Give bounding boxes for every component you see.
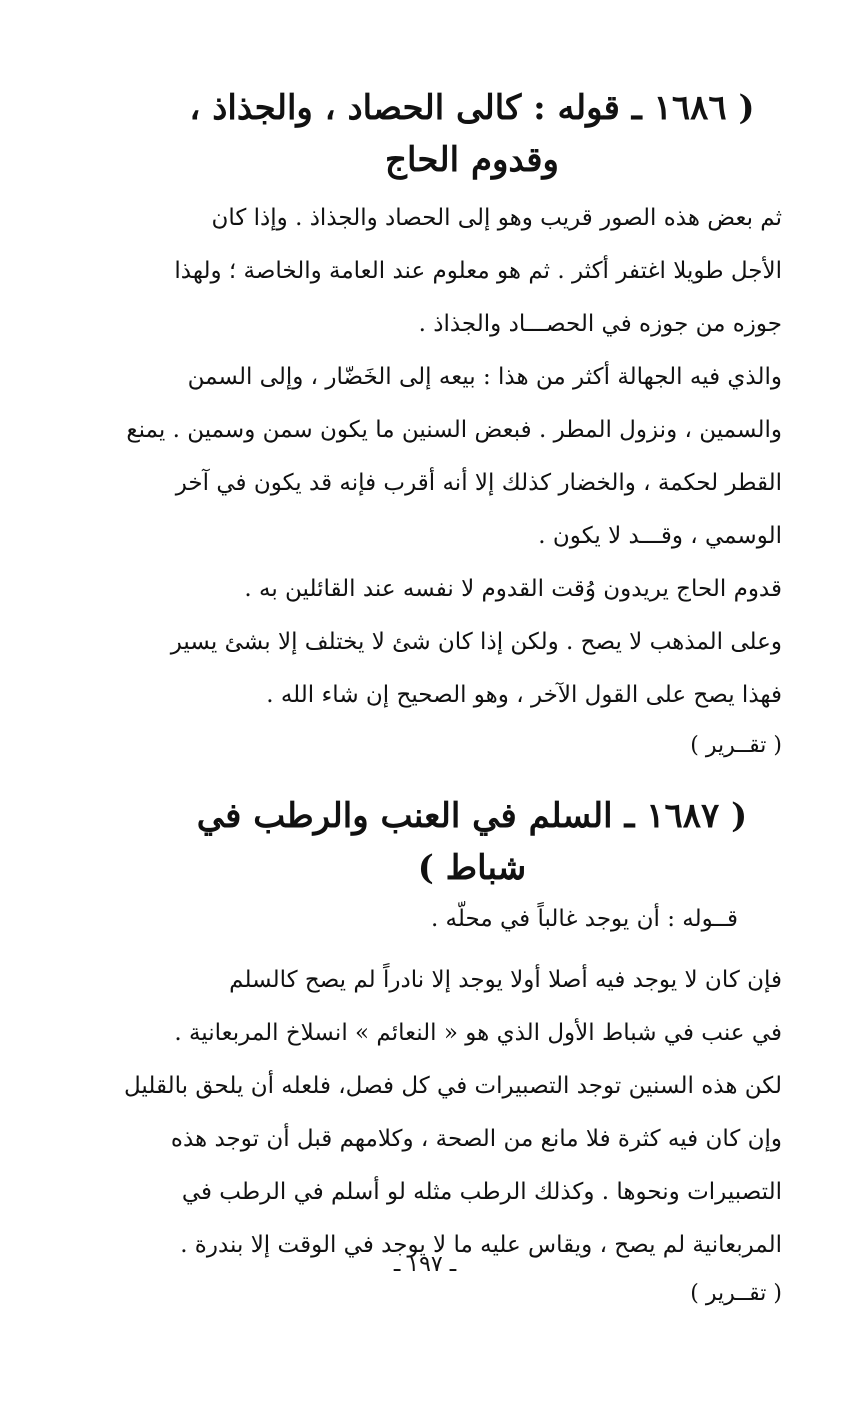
- paragraph: [162, 563, 782, 722]
- source-tag: ( تقــرير ): [690, 733, 782, 758]
- heading-line: ( ١٦٨٦ ـ قوله : كالى الحصاد ، والجذاذ ،: [189, 88, 755, 128]
- text-line: فإن كان لا يوجد فيه أصلا أولا يوجد إلا نادراً لم يصح كالسلم: [229, 967, 782, 993]
- paragraph: [162, 192, 782, 351]
- text-line: فهذا يصح على القول الآخر ، وهو الصحيح إن شاء الله .: [266, 682, 782, 708]
- page-number: ـ ١٩٧ ـ: [393, 1252, 457, 1277]
- text-line: القطر لحكمة ، والخضار كذلك إلا أنه أقرب فإنه قد يكون في آخر: [175, 470, 782, 496]
- heading-line: وقدوم الحاج: [385, 140, 559, 180]
- text-line: وعلى المذهب لا يصح . ولكن إذا كان شئ لا يختلف إلا بشئ يسير: [170, 629, 782, 655]
- paragraph: [126, 351, 782, 563]
- text-line: المربعانية لم يصح ، ويقاس عليه ما لا يوجد في الوقت إلا بندرة .: [180, 1232, 782, 1258]
- text-line: جوزه من جوزه في الحصـــاد والجذاذ .: [418, 311, 782, 337]
- text-line: في عنب في شباط الأول الذي هو « النعائم » انسلاخ المربعانية .: [174, 1020, 782, 1046]
- text-line: الوسمي ، وقـــد لا يكون .: [538, 523, 782, 549]
- subheading: قــوله : أن يوجد غالباً في محلّه .: [430, 906, 738, 932]
- text-line: قدوم الحاج يريدون وُقت القدوم لا نفسه عند القائلين به .: [244, 576, 782, 602]
- text-line: الأجل طويلا اغتفر أكثر . ثم هو معلوم عند العامة والخاصة ؛ ولهذا: [174, 258, 782, 284]
- section-heading-1687: ( ١٦٨٧ ـ السلم في العنب والرطب في شباط ): [196, 796, 748, 888]
- text-line: والسمين ، ونزول المطر . فبعض السنين ما يكون سمن وسمين . يمنع: [126, 417, 782, 443]
- text-line: ثم بعض هذه الصور قريب وهو إلى الحصاد والجذاذ . وإذا كان: [211, 205, 782, 231]
- paragraph: [124, 954, 782, 1272]
- text-line: التصبيرات ونحوها . وكذلك الرطب مثله لو أسلم في الرطب في: [181, 1179, 782, 1205]
- section-heading-1686: [162, 82, 782, 186]
- text-line: وإن كان فيه كثرة فلا مانع من الصحة ، وكلامهم قبل أن توجد هذه: [170, 1126, 782, 1152]
- text-line: والذي فيه الجهالة أكثر من هذا : بيعه إلى الخَضّار ، وإلى السمن: [187, 364, 782, 390]
- source-tag: ( تقــرير ): [690, 1281, 782, 1306]
- text-line: لكن هذه السنين توجد التصبيرات في كل فصل، فلعله أن يلحق بالقليل: [124, 1073, 782, 1099]
